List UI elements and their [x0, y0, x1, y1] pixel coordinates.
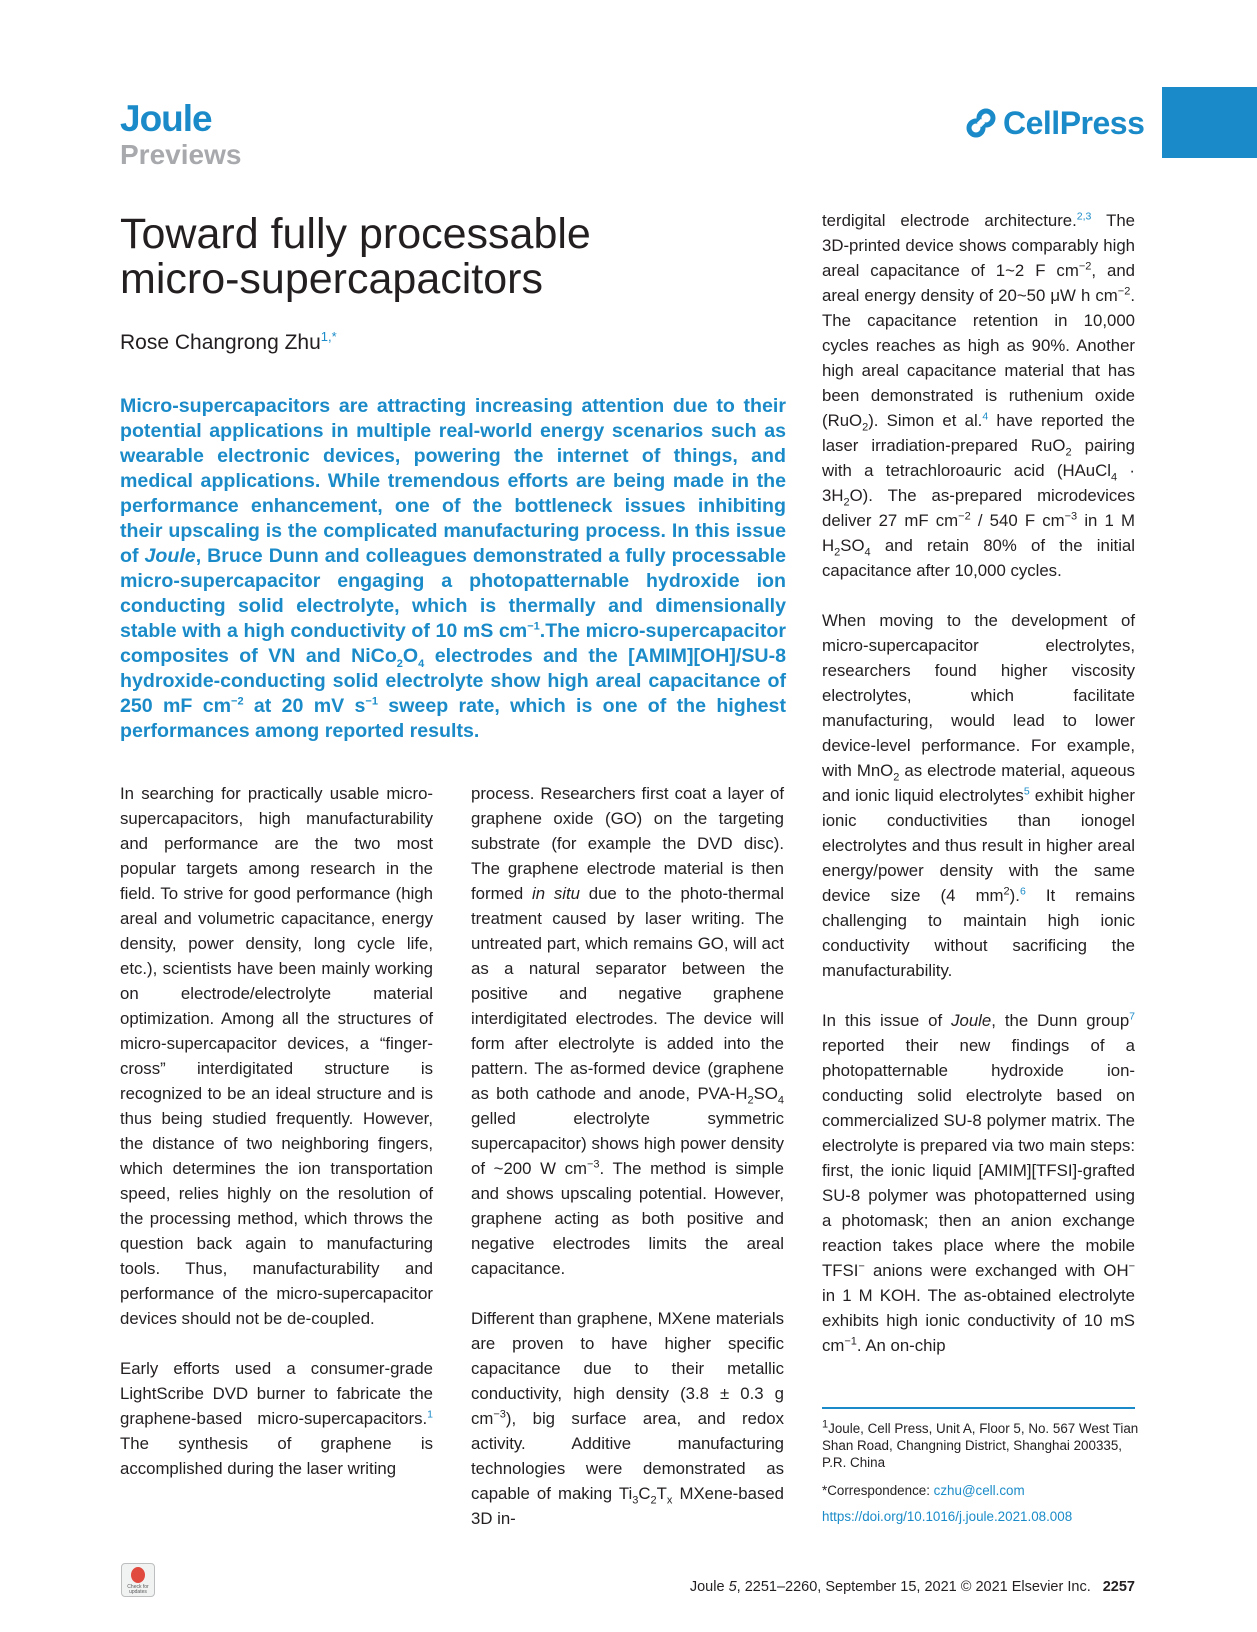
doi-link[interactable]: https://doi.org/10.1016/j.joule.2021.08.008	[822, 1509, 1073, 1524]
publisher-name: CellPress	[1003, 105, 1145, 141]
body-column-3	[822, 208, 1135, 1383]
update-icon	[131, 1567, 145, 1583]
abstract: Micro-supercapacitors are attracting increasing attention due to their potential applications in multiple real-world energy scenarios such as wearable electronic devices, powering the internet of things, and medical applications. While tremendous efforts are being made in the performance enhancement, one of the bottleneck issues inhibiting their upscaling is the complicated manufacturing process. In this issue of Joule, Bruce Dunn and colleagues demonstrated a fully processable micro-supercapacitor engaging a photopatternable hydroxide ion conducting solid electrolyte, which is thermally and dimensionally stable with a high conductivity of 10 mS $cm^{-1}.The$ micro-supercapacitor composites of VN and $NiCo_2O_4$ electrodes and the [AMIM][OH]/SU-8 hydroxide-conducting solid electrolyte show high areal capacitance of 250 mF $cm^{-2}$ at 20 mV $s^{-1}$ sweep rate, which is one of the highest performances among reported results.	[120, 395, 787, 742]
article-title	[120, 212, 760, 302]
citation-link[interactable]: 6	[1019, 885, 1026, 898]
body-paragraph: In this issue of Joule, the Dunn group$^7$ reported their new findings of a photopatternable hydroxide ion-conducting solid electrolyte based on commercialized SU-8 polymer matrix. The electrolyte is prepared via two main steps: first, the ionic liquid [AMIM][TFSI]-grafted SU-8 polymer was photopatterned using a photomask; then an anion exchange reaction takes place where the mobile TFSI− anions were exchanged with OH− in 1 M KOH. The as-obtained electrolyte exhibits high ionic conductivity of 10 mS $cm^{-1}$. An on-chip	[822, 1010, 1135, 1355]
title-line-2: micro-supercapacitors	[120, 255, 543, 303]
body-paragraph: When moving to the development of micro-supercapacitor electrolytes, researchers found higher viscosity electrolytes, which facilitate manufacturing, would lead to lower device-level performance. For example, with MnO$_2$ as electrode material, aqueous and ionic liquid electrolytes$^5$ exhibit higher ionic conductivities than ionogel electrolytes and thus result in higher areal energy/power density with the same device size (4 $mm^2).^6$ It remains challenging to maintain high ionic conductivity without sacrificing the manufacturability.	[822, 611, 1135, 980]
body-column-1	[120, 781, 433, 1506]
citation-link[interactable]: 1	[427, 1408, 433, 1421]
footnote-divider	[822, 1407, 1135, 1409]
page-number: 2257	[1102, 1579, 1135, 1595]
citation-link[interactable]: 7	[1129, 1010, 1135, 1023]
badge-label: Check for updates	[127, 1584, 149, 1595]
body-paragraph: In searching for practically usable micro-supercapacitors, high manufacturability and performance are the two most popular targets among research in the field. To strive for good performance (high areal and volumetric capacitance, energy density, power density, long cycle life, etc.), scientists have been mainly working on electrode/electrolyte material optimization. Among all the structures of micro-supercapacitor devices, a “finger-cross” interdigitated structure is recognized to be an ideal structure and is thus being studied frequently. However, the distance of two neighboring fingers, which determines the ion transportation speed, relies highly on the resolution of the processing method, which throws the question back again to manufacturing tools. Thus, manufacturability and performance of the micro-supercapacitor devices should not be de-coupled.	[120, 784, 433, 1328]
section-name: Previews	[120, 139, 242, 170]
page-footer: Joule 5, 2251–2260, September 15, 2021 © 2021 Elsevier Inc. 2257	[689, 1579, 1135, 1595]
body-column-2	[471, 781, 784, 1556]
author-line	[120, 330, 337, 356]
citation-link[interactable]: 2,3	[1076, 210, 1092, 223]
author-name: Rose Changrong Zhu	[120, 331, 321, 354]
body-paragraph: process. Researchers first coat a layer of graphene oxide (GO) on the targeting substrate (for example the DVD disc). The graphene electrode material is then formed in situ due to the photo-thermal treatment caused by laser writing. The untreated part, which remains GO, will act as a natural separator between the positive and negative graphene interdigitated electrodes. The device will form after electrolyte is added into the pattern. The as-formed device (graphene as both cathode and anode, PVA-$H_2SO_4$ gelled electrolyte symmetric supercapacitor) shows high power density of ~200 W $cm^{-3}$. The method is simple and shows upscaling potential. However, graphene acting as both positive and negative electrodes limits the areal capacitance.	[471, 784, 784, 1278]
citation-link[interactable]: 4	[982, 410, 989, 423]
publisher-logo	[965, 104, 1144, 142]
correspondence: *Correspondence: czhu@cell.com	[822, 1483, 1025, 1498]
citation-link[interactable]: 5	[1023, 785, 1030, 798]
body-paragraph: Early efforts used a consumer-grade LightScribe DVD burner to fabricate the graphene-based micro-supercapacitors.$^1$ The synthesis of graphene is accomplished during the laser writing	[120, 1359, 433, 1478]
author-marks[interactable]: 1,*	[320, 329, 337, 344]
corner-tab	[1162, 87, 1257, 158]
affiliation-footnote: $^1$Joule, Cell Press, Unit A, Floor 5, No. 567 West Tian Shan Road, Changning District, Shanghai 200335, P.R. China	[822, 1418, 1139, 1470]
check-for-updates-badge[interactable]	[121, 1563, 155, 1597]
title-line-1: Toward fully processable	[120, 210, 591, 258]
cellpress-logo-icon	[965, 107, 997, 139]
body-paragraph: terdigital electrode architecture.$^{2,3}$ The 3D-printed device shows comparably high areal capacitance of 1~2 F $cm^{-2}$, and areal energy density of 20~50 μW h $cm^{-2}$. The capacitance retention in 10,000 cycles reaches as high as 90%. Another high areal capacitance material that has been demonstrated is ruthenium oxide (RuO$_2$). Simon et al.$^4$ have reported the laser irradiation-prepared RuO$_2$ pairing with a tetrachloroauric acid (HAuCl$_4$ · $3H_2O$). The as-prepared microdevices deliver 27 mF $cm^{-2} / 540$ F $cm^{-3}$ in 1 M $H_2SO_4$ and retain 80% of the initial capacitance after 10,000 cycles.	[822, 210, 1136, 580]
email-link[interactable]: czhu@cell.com	[933, 1483, 1025, 1498]
journal-name: Joule	[120, 98, 212, 139]
body-paragraph: Different than graphene, MXene materials are proven to have higher specific capacitance due to their metallic conductivity, high density (3.8 ± 0.3 g $cm^{-3}$), big surface area, and redox activity. Additive manufacturing technologies were demonstrated as capable of making $Ti_3C_2T_x$ MXene-based 3D in-	[471, 1309, 784, 1528]
